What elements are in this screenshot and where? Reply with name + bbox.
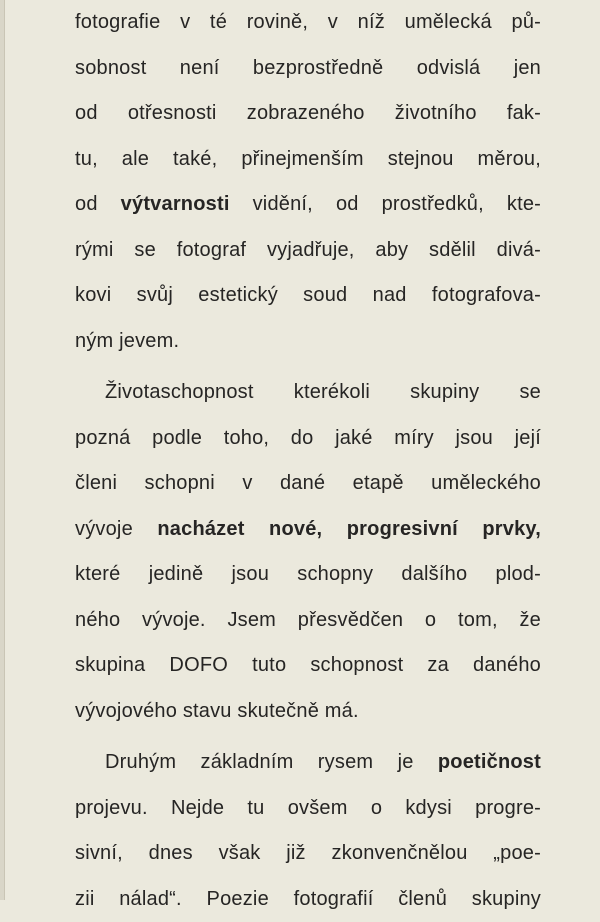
text-segment: členi schopni v dané etapě uměleckého: [75, 472, 541, 494]
text-line: [75, 689, 541, 735]
text-segment: kovi svůj estetický soud nad fotografova-: [75, 284, 541, 306]
text-line: [75, 598, 541, 644]
text-line: [75, 552, 541, 598]
text-line: [75, 319, 541, 365]
text-segment: ným jevem.: [75, 330, 179, 352]
text-line: [75, 273, 541, 319]
text-segment: Druhým základním rysem je: [105, 751, 438, 773]
paragraph: [75, 370, 541, 734]
text-segment: pozná podle toho, do jaké míry jsou její: [75, 427, 541, 449]
text-line: [75, 786, 541, 832]
text-line: [75, 0, 541, 46]
document-text: [75, 0, 541, 922]
bold-text: výtvarnosti: [121, 193, 230, 215]
text-segment: které jedině jsou schopny dalšího plod-: [75, 563, 541, 585]
text-line: [75, 182, 541, 228]
paragraph: [75, 0, 541, 364]
text-segment: tu, ale také, přinejmenším stejnou měrou,: [75, 148, 541, 170]
text-line: [75, 740, 541, 786]
text-segment: od: [75, 193, 121, 215]
text-line: [75, 831, 541, 877]
text-segment: projevu. Nejde tu ovšem o kdysi progre-: [75, 797, 541, 819]
text-segment: sobnost není bezprostředně odvislá jen: [75, 57, 541, 79]
text-segment: fotografie v té rovině, v níž umělecká pů-: [75, 11, 541, 33]
text-segment: od otřesnosti zobrazeného životního fak-: [75, 102, 541, 124]
text-segment: ného vývoje. Jsem přesvědčen o tom, že: [75, 609, 541, 631]
text-line: [75, 461, 541, 507]
paragraph: [75, 740, 541, 922]
bold-text: nacházet nové, progresivní prvky,: [157, 518, 541, 540]
text-segment: vývoje: [75, 518, 157, 540]
text-segment: skupina DOFO tuto schopnost za daného: [75, 654, 541, 676]
text-segment: zii nálad“. Poezie fotografií členů skupiny: [75, 888, 541, 910]
text-line: [75, 416, 541, 462]
text-segment: vývojového stavu skutečně má.: [75, 700, 359, 722]
text-line: [75, 46, 541, 92]
text-line: [75, 643, 541, 689]
text-line: [75, 228, 541, 274]
text-segment: Životaschopnost kterékoli skupiny se: [105, 381, 541, 403]
text-segment: rými se fotograf vyjadřuje, aby sdělil divá-: [75, 239, 541, 261]
text-line: [75, 91, 541, 137]
text-line: [75, 137, 541, 183]
page-binding-edge: [0, 0, 5, 900]
text-line: [75, 877, 541, 922]
bold-text: poetičnost: [438, 751, 541, 773]
text-segment: vidění, od prostředků, kte-: [230, 193, 541, 215]
text-line: [75, 370, 541, 416]
text-line: [75, 507, 541, 553]
text-segment: sivní, dnes však již zkonvenčnělou „poe-: [75, 842, 541, 864]
